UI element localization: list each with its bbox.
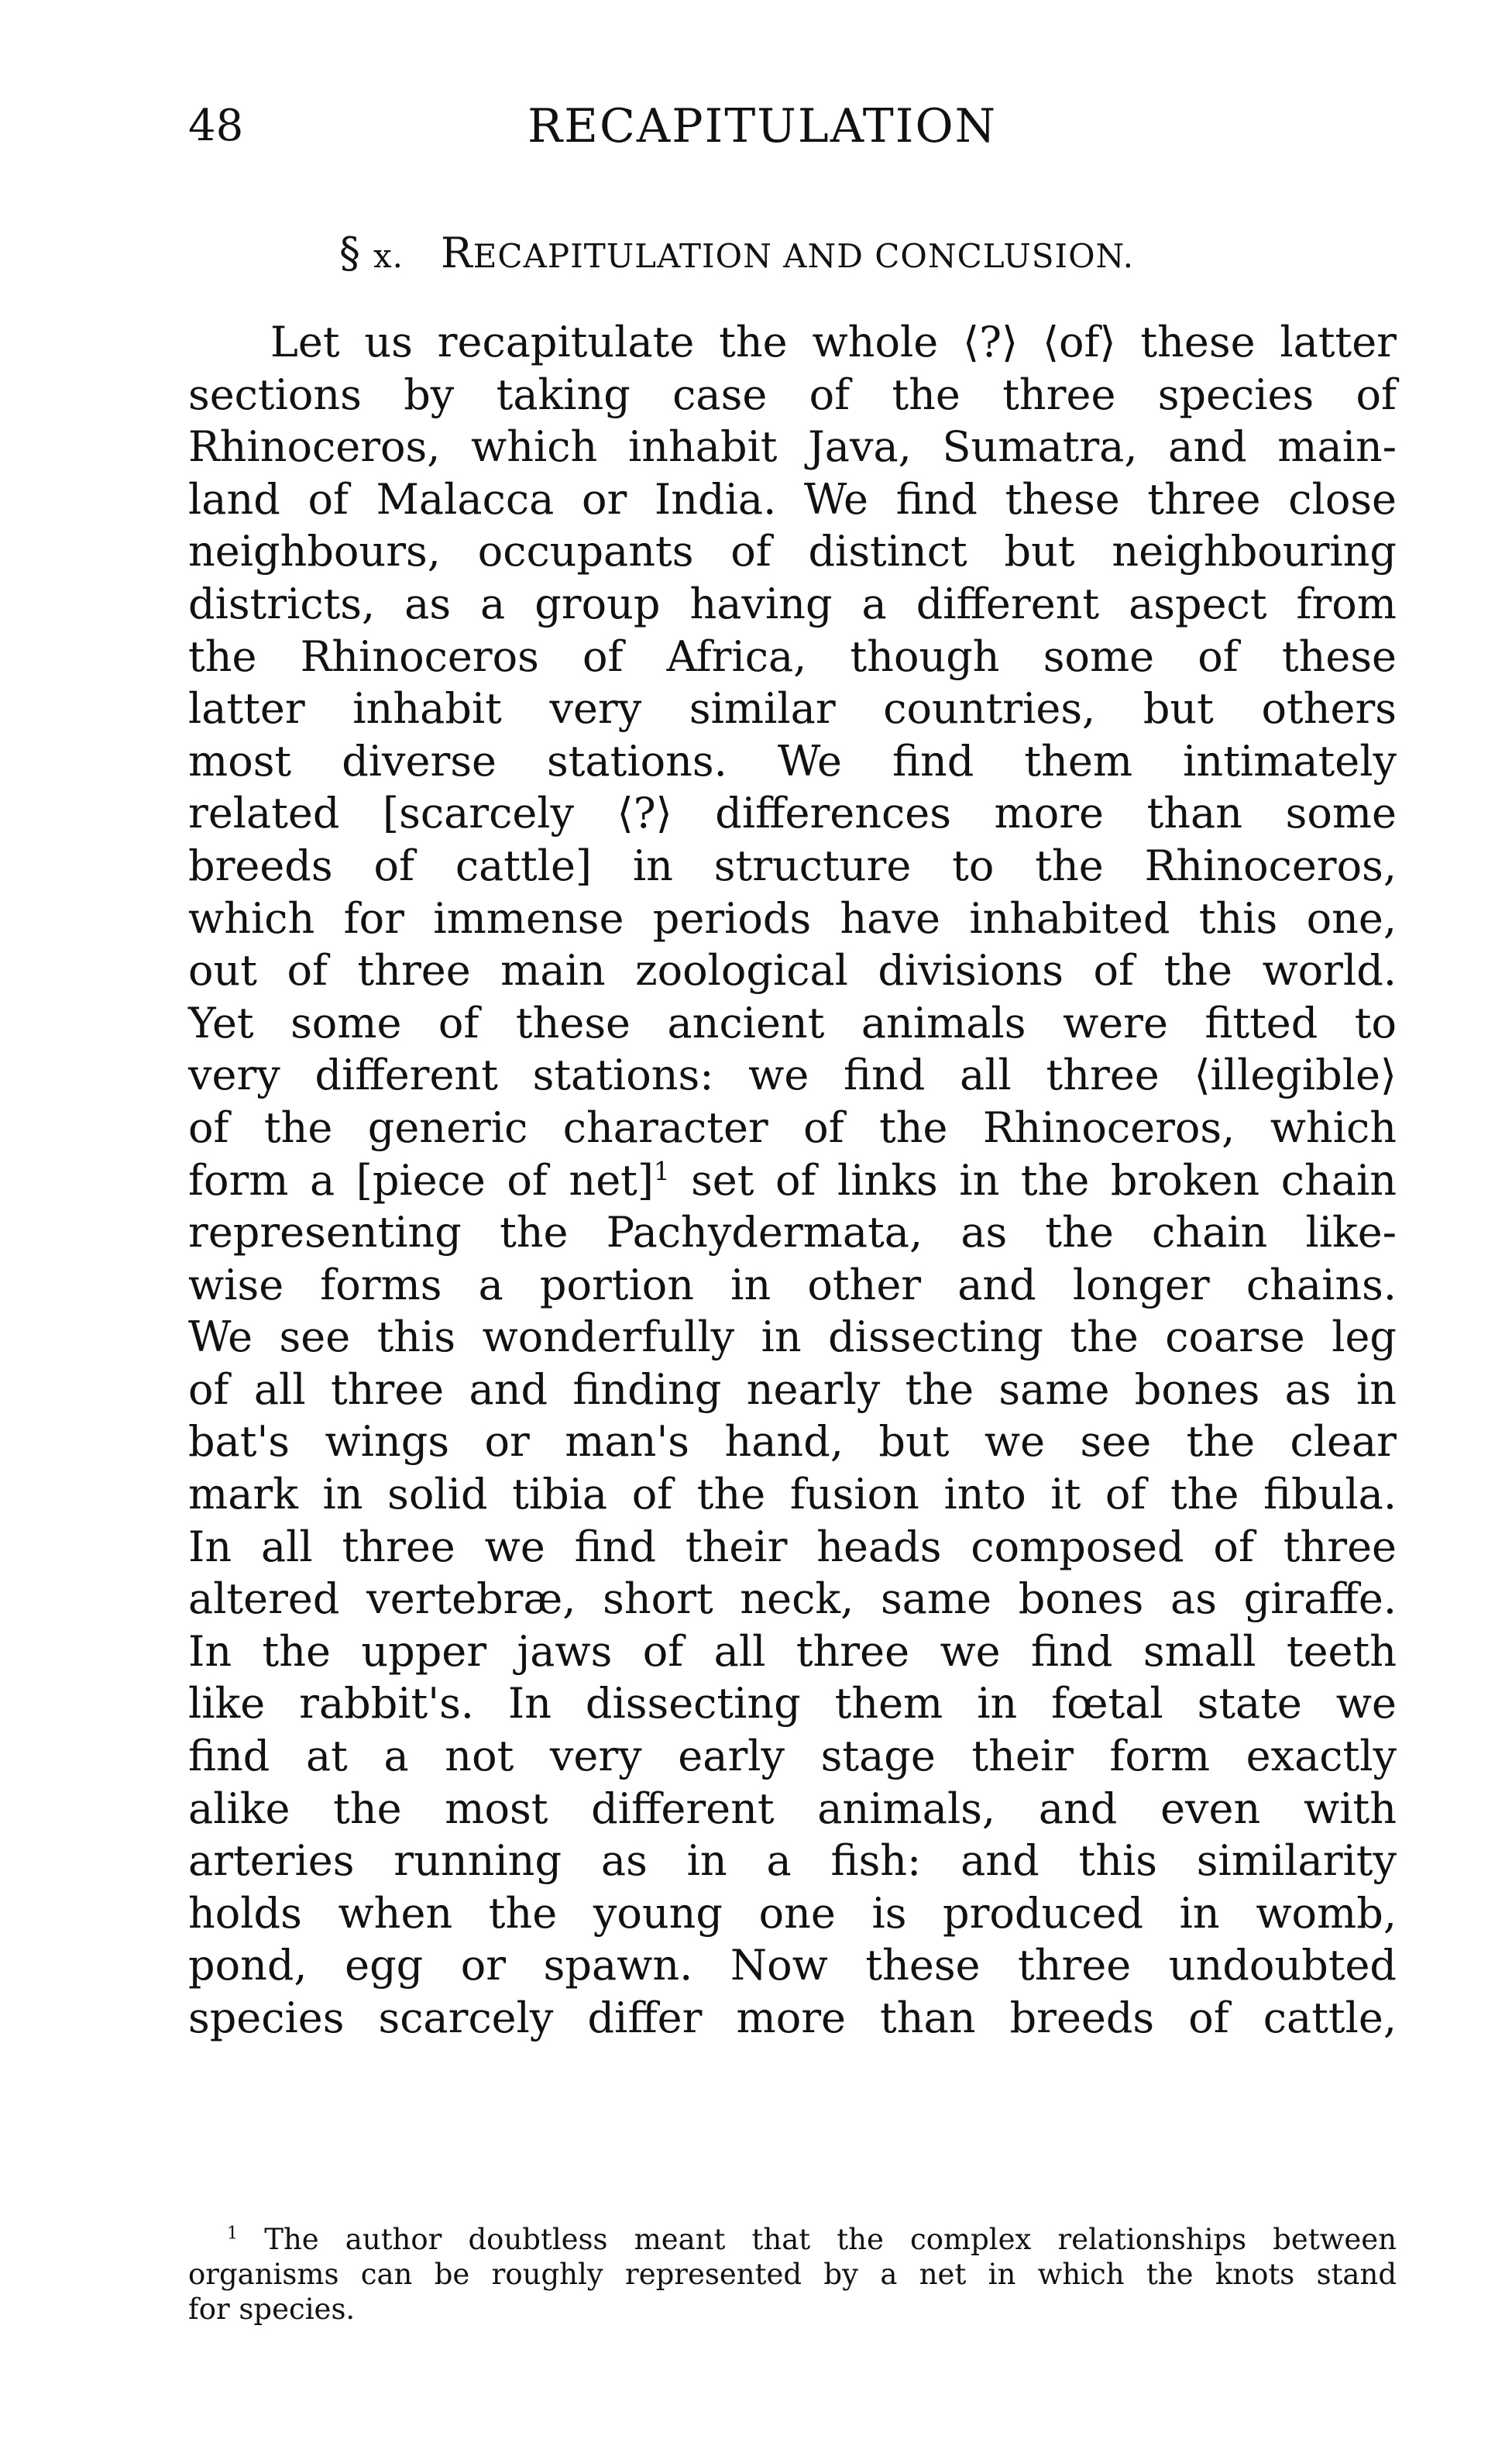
section-title-rest: ECAPITULATION AND CONCLUSION. <box>472 237 1134 275</box>
footnote-line: for species. <box>188 2293 356 2326</box>
footnote-marker: 1 <box>227 2223 239 2244</box>
body-line: very different stations: we find all three ⟨illegible⟩ <box>188 1051 1397 1100</box>
body-line: like rabbit's. In dissecting them in fœtal state we <box>188 1679 1397 1728</box>
running-title: RECAPITULATION <box>527 99 998 153</box>
body-line: pond, egg or spawn. Now these three undoubted <box>188 1941 1397 1990</box>
body-line: In all three we find their heads composed of three <box>188 1522 1397 1571</box>
body-line: related [scarcely ⟨?⟩ differences more than some <box>188 789 1397 838</box>
body-line: neighbours, occupants of distinct but neighbouring <box>188 527 1397 576</box>
body-line: holds when the young one is produced in womb, <box>188 1888 1397 1938</box>
body-line-segment: form a [piece of net] <box>188 1155 654 1205</box>
body-line: Rhinoceros, which inhabit Java, Sumatra, and main- <box>188 422 1397 472</box>
body-line: We see this wonderfully in dissecting the coarse leg <box>188 1312 1397 1362</box>
body-line-segment: set of links in the broken chain <box>669 1155 1397 1205</box>
footnote-text: The author doubtless meant that the complex relationships between <box>264 2223 1397 2256</box>
footnote-line <box>188 2222 1397 2257</box>
body-line: land of Malacca or India. We find these three close <box>188 474 1397 524</box>
section-number: x. <box>373 237 404 275</box>
body-line: wise forms a portion in other and longer chains. <box>188 1260 1397 1309</box>
body-line: altered vertebræ, short neck, same bones as giraffe. <box>188 1574 1397 1624</box>
running-head <box>188 91 1397 161</box>
body-line: representing the Pachydermata, as the chain like- <box>188 1208 1397 1257</box>
body-line: Let us recapitulate the whole ⟨?⟩ ⟨of⟩ these latter <box>270 318 1397 366</box>
body-line: In the upper jaws of all three we find small teeth <box>188 1626 1397 1676</box>
footnote <box>188 2222 1397 2327</box>
footnote-reference: 1 <box>653 1156 670 1186</box>
body-line: sections by taking case of the three species of <box>188 370 1397 419</box>
body-line: out of three main zoological divisions of the world. <box>188 946 1397 996</box>
body-line: of the generic character of the Rhinoceros, which <box>188 1102 1397 1152</box>
body-line: species scarcely differ more than breeds of cattle, <box>188 1993 1397 2042</box>
body-line: which for immense periods have inhabited this one, <box>188 893 1397 943</box>
body-line: arteries running as in a fish: and this similarity <box>188 1836 1397 1886</box>
body-line: of all three and finding nearly the same bones as in <box>188 1364 1397 1414</box>
body-line: find at a not very early stage their form exactly <box>188 1732 1397 1781</box>
body-line: breeds of cattle] in structure to the Rhinoceros, <box>188 841 1397 890</box>
page-number: 48 <box>188 101 244 151</box>
body-line: the Rhinoceros of Africa, though some of these <box>188 631 1397 681</box>
section-heading <box>339 226 1134 284</box>
body-line: most diverse stations. We find them intimately <box>188 736 1397 786</box>
body-line: alike the most different animals, and even with <box>188 1784 1397 1833</box>
body-line: latter inhabit very similar countries, but others <box>188 684 1397 734</box>
body-line: districts, as a group having a different aspect from <box>188 579 1397 628</box>
footnote-line: organisms can be roughly represented by a net in which the knots stand <box>188 2258 1397 2291</box>
body-line-with-footnote <box>188 1154 1397 1207</box>
section-title-initial: R <box>441 229 473 277</box>
body-text <box>188 316 1397 2045</box>
body-line: Yet some of these ancient animals were fitted to <box>188 998 1397 1047</box>
body-line: bat's wings or man's hand, but we see the clear <box>188 1417 1397 1467</box>
section-mark: § <box>339 229 361 277</box>
body-line: mark in solid tibia of the fusion into it of the fibula. <box>188 1470 1397 1519</box>
